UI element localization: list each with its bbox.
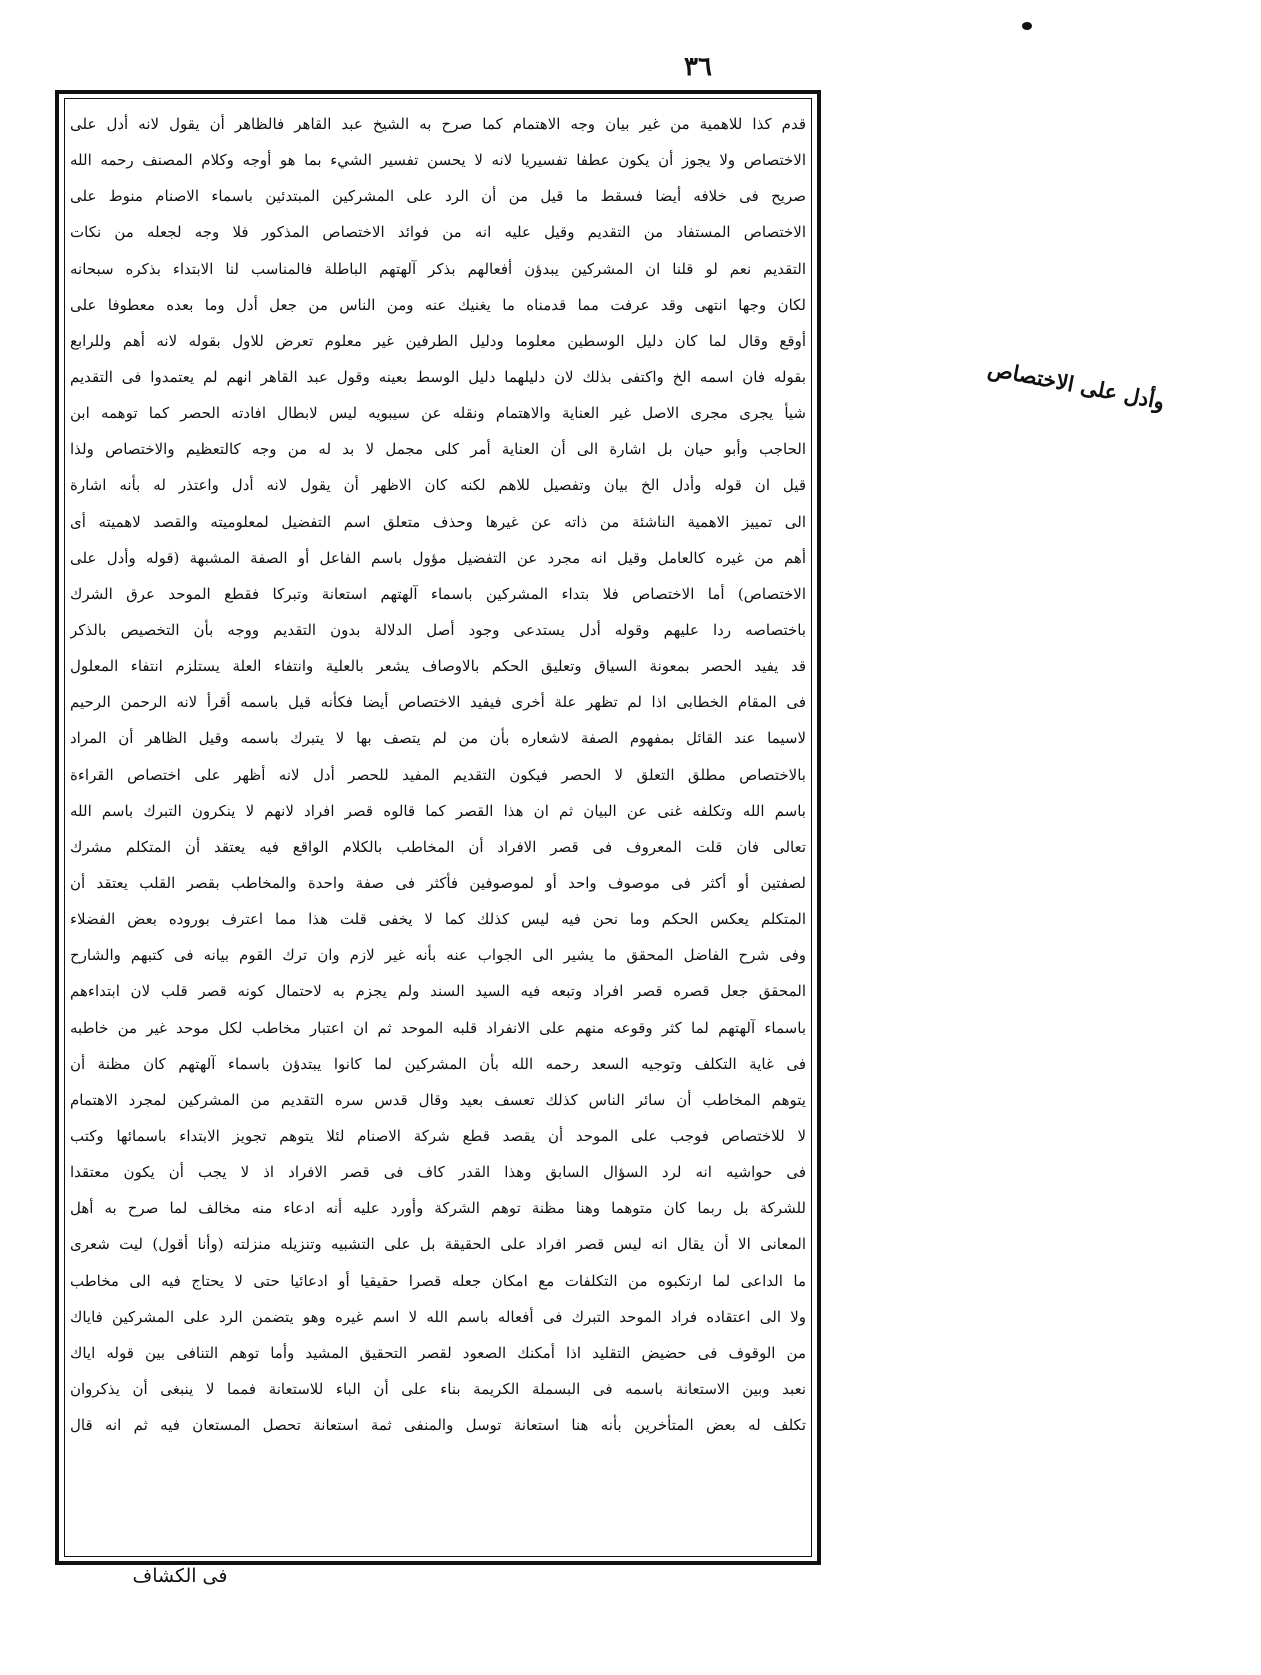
text-line: الاختصاص) أما الاختصاص فلا بتداء المشركين باسماء آلهتهم استعانة وتبركا فقطع الموحد عرق الشرك [70,584,806,603]
text-line: تكلف له بعض المتأخرين بأنه هنا استعانة توسل والمنفى ثمة استعانة تحصل المستعان فيه ثم انه قال [70,1416,806,1435]
text-line [70,1443,806,1479]
text-line: باسماء آلهتهم لما كثر وقوعه منهم على الانفراد قلبه الموحد ثم ان اعتبار مخاطب لكل موحد غير من خاطبه [70,1018,806,1037]
text-line [70,1479,806,1515]
text-line: الحاجب وأبو حيان بل اشارة الى أن العناية أمر كلى مجمل لا بد له من وجه كالتعظيم والاختصاص ولذا [70,440,806,459]
text-line: الى تمييز الاهمية الناشئة من ذاته عن غيرها وحذف متعلق اسم التفضيل لمعلوميته والقصد لاهميته أى [70,512,806,531]
marginal-note: وأدل على الاختصاص [985,355,1167,415]
text-line: لصفتين أو أكثر فى موصوف واحد أو لموصوفين فأكثر فى صفة واحدة والمخاطب بقصر القلب يعتقد أن [70,873,806,892]
text-line: شيأ يجرى مجرى الاصل غير العناية والاهتمام ونقله عن سيبويه ليس لابطال افادته الحصر كما توهمه ابن [70,404,806,423]
ink-dot [1022,22,1032,30]
text-line: فى حواشيه انه لرد السؤال السابق وهذا القدر كاف فى قصر الافراد اذ لا يجب أن يكون معتقدا [70,1163,806,1182]
text-line: يتوهم المخاطب أن سائر الناس كذلك تعسف بعيد وقال قدس سره التقديم من المشركين لمجرد الاهتمام [70,1090,806,1109]
text-line: التقديم نعم لو قلنا ان المشركين يبدؤن أفعالهم بذكر آلهتهم الباطلة فالمناسب لنا الابتداء بذكره سبحانه [70,259,806,278]
text-line: بقوله فان اسمه الخ واكتفى بذلك لان دليلهما دليل الوسط بعينه وقول عبد القاهر انهم لم يعتمدوا فى التقديم [70,367,806,386]
text-line: تعالى فان قلت المعروف فى قصر الافراد أن المخاطب بالكلام الواقع فيه يعتقد أن المتكلم مشرك [70,837,806,856]
text-line: صريح فى خلافه أيضا فسقط ما قيل من أن الرد على المشركين المبتدئين باسماء الاصنام منوط على [70,187,806,206]
text-line: لا للاختصاص فوجب على الموحد أن يقصد قطع شركة الاصنام لئلا يتوهم تجويز الابتداء باسمائها وكتب [70,1126,806,1145]
text-line: قدم كذا للاهمية من غير بيان وجه الاهتمام كما صرح به الشيخ عبد القاهر فالظاهر أن يقول لانه أدل على [70,115,806,133]
text-line: لكان وجها انتهى وقد عرفت مما قدمناه ما يغنيك عنه ومن الناس من جعل أدل وما بعده معطوفا على [70,295,806,314]
text-line: لاسيما عند القائل بمفهوم الصفة لاشعاره بأن من لم يتصف بها لا يتبرك باسمه وقيل الظاهر أن المراد [70,729,806,748]
text-line: قيل ان قوله وأدل الخ بيان وتفصيل للاهم لكنه كان الاظهر أن يقول لانه أدل واعتذر له بأنه اشارة [70,476,806,495]
main-text [70,106,806,1552]
text-line: الاختصاص ولا يجوز أن يكون عطفا تفسيريا لانه لا يحسن تفسير الشيء بما هو أوجه وكلام المصنف رحمه الله [70,151,806,170]
text-line: بالاختصاص مطلق التعلق لا الحصر فيكون التقديم المفيد للحصر أدل لانه أظهر على اختصاص القراءة [70,765,806,784]
text-line: الاختصاص المستفاد من التقديم وقيل عليه انه من فوائد الاختصاص المذكور فلا وجه لجعله من نكات [70,223,806,242]
text-line: للشركة بل ربما كان متوهما وهنا مظنة توهم الشركة وأورد عليه أنه ادعاء منه مخالف لما صرح به أهل [70,1199,806,1218]
text-line: فى غاية التكلف وتوجيه السعد رحمه الله بأن المشركين لما كانوا يبتدؤن باسماء آلهتهم كان مظنة أن [70,1054,806,1073]
text-line: أهم من غيره كالعامل وقيل انه مجرد عن التفضيل مؤول باسم الفاعل أو الصفة المشبهة (قوله وأدل على [70,548,806,567]
text-line: ولا الى اعتقاده فراد الموحد التبرك فى أفعاله باسم الله لا اسم غيره وهو يتضمن الرد على المشركين فاياك [70,1307,806,1326]
text-line: من الوقوف فى حضيض التقليد اذا أمكنك الصعود لقصر التحقيق المشيد وأما توهم التنافى بين قوله اياك [70,1343,806,1362]
text-line [70,1515,806,1551]
text-line: باختصاصه ردا عليهم وقوله أدل يستدعى وجود أصل الدلالة بدون التقديم ووجه بأن التخصيص بالذكر [70,620,806,639]
text-line: المعانى الا أن يقال انه ليس قصر افراد على الحقيقة بل على التشبيه وتنزيله منزلته (وأنا أقول) ليت شعرى [70,1235,806,1254]
catchword: فى الكشاف [132,1565,228,1587]
text-line: قد يفيد الحصر بمعونة السياق وتعليق الحكم بالاوصاف يشعر بالعلية وانتفاء العلة يستلزم انتفاء المعلول [70,657,806,676]
page-number: ٣٦ [684,52,712,82]
text-line: باسم الله وتكلفه غنى عن البيان ثم ان هذا القصر كما قالوه قصر افراد لانهم لا ينكرون التبرك باسم الله [70,801,806,820]
text-line: المتكلم يعكس الحكم وما نحن فيه ليس كذلك كما لا يخفى قلت هذا مما اعترف بوروده بعض الفضلاء [70,910,806,929]
text-line: المحقق جعل قصره قصر افراد وتبعه فيه السيد السند ولم يجزم به لاحتمال كونه قصر قلب لان ابتداءهم [70,982,806,1001]
text-line: فى المقام الخطابى اذا لم تظهر علة أخرى فيفيد الاختصاص أيضا فكأنه قيل باسمه أقرأ لانه الرحمن الرحيم [70,693,806,712]
text-line: وفى شرح الفاضل المحقق ما يشير الى الجواب عنه بأنه غير لازم وان ترك القوم بيانه فى كتبهم والشارح [70,946,806,965]
text-line: نعبد وبين الاستعانة باسمه فى البسملة الكريمة بناء على أن الباء للاستعانة فمما لا ينبغى أن يذكروان [70,1379,806,1398]
text-line: ما الداعى لما ارتكبوه من التكلفات مع امكان جعله قصرا حقيقيا أو ادعائيا حتى لا يحتاج فيه الى مخاطب [70,1271,806,1290]
text-line: أوقع وقال لما كان دليل الوسطين معلوما ودليل الطرفين غير معلوم تعرض للاول بقوله لانه أهم وللرابع [70,331,806,350]
